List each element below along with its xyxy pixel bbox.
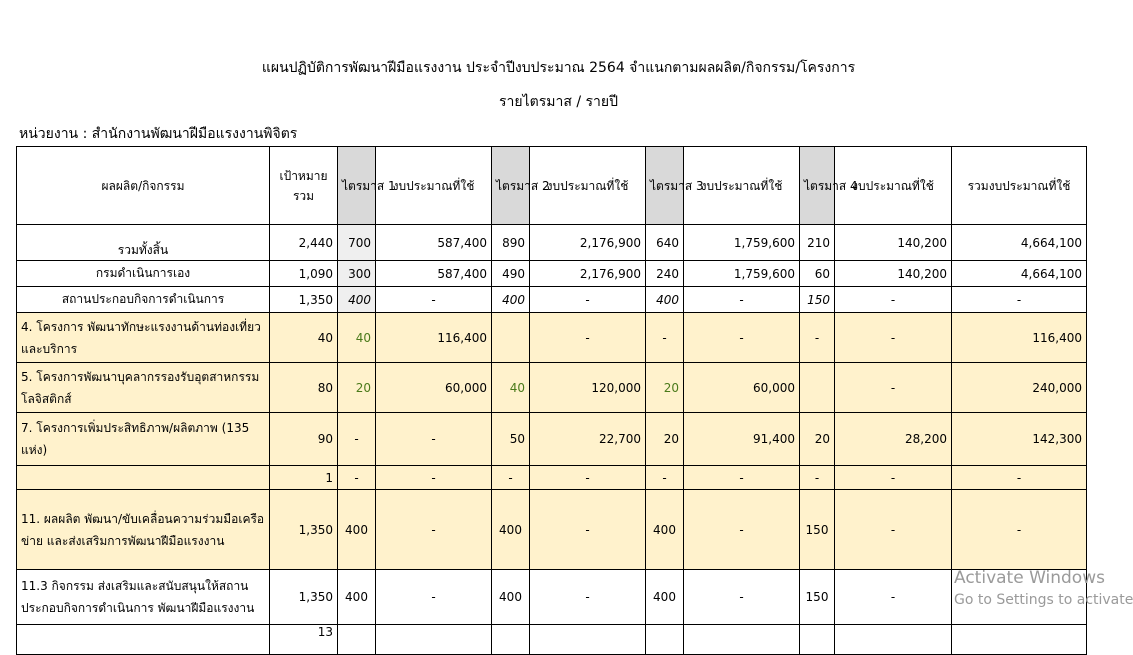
cell-q2: 40 (492, 363, 530, 413)
cell-budget-q4: - (835, 363, 952, 413)
cell-target: 1,350 (270, 570, 338, 625)
cell-budget-q3: - (684, 466, 800, 490)
header-item: ผลผลิต/กิจกรรม (17, 147, 270, 225)
cell-q3: 400 (646, 570, 684, 625)
cell-q3: 400 (646, 287, 684, 313)
header-budget-q3: งบประมาณที่ใช้ (684, 147, 800, 225)
header-budget-q4: งบประมาณที่ใช้ (835, 147, 952, 225)
cell-q1: 20 (338, 363, 376, 413)
cell-target: 2,440 (270, 225, 338, 261)
cell-q2: 50 (492, 413, 530, 466)
cell-q3: 20 (646, 413, 684, 466)
table-row (17, 413, 1087, 466)
cell-q1: 400 (338, 490, 376, 570)
table-row (17, 570, 1087, 625)
cell-q4: - (800, 313, 835, 363)
cell-target: 90 (270, 413, 338, 466)
cell-budget-q4 (835, 625, 952, 655)
cell-total: 116,400 (952, 313, 1087, 363)
cell-q4: 150 (800, 287, 835, 313)
cell-total: - (952, 287, 1087, 313)
cell-q4: 150 (800, 570, 835, 625)
table-row (17, 287, 1087, 313)
cell-budget-q1: 587,400 (376, 225, 492, 261)
cell-budget-q1: 116,400 (376, 313, 492, 363)
header-row (17, 147, 1087, 225)
cell-q1: 300 (338, 261, 376, 287)
header-q4: ไตรมาส 4 (800, 147, 835, 225)
cell-budget-q3: 1,759,600 (684, 225, 800, 261)
cell-q4: 60 (800, 261, 835, 287)
cell-q4: 210 (800, 225, 835, 261)
cell-budget-q2: - (530, 466, 646, 490)
cell-budget-q2: 2,176,900 (530, 225, 646, 261)
cell-budget-q2: 22,700 (530, 413, 646, 466)
header-budget-q2: งบประมาณที่ใช้ (530, 147, 646, 225)
activate-windows-watermark: Activate Windows (954, 568, 1105, 588)
row-name: 7. โครงการเพิ่มประสิทธิภาพ/ผลิตภาพ (135 แห่ง) (17, 413, 270, 466)
cell-total: 4,664,100 (952, 261, 1087, 287)
row-name (17, 466, 270, 490)
cell-q4: - (800, 466, 835, 490)
cell-budget-q4: 140,200 (835, 225, 952, 261)
cell-q2: - (492, 466, 530, 490)
cell-target: 1 (270, 466, 338, 490)
cell-q1: 700 (338, 225, 376, 261)
row-name: 5. โครงการพัฒนาบุคลากรรองรับอุตสาหกรรมโลจิสติกส์ (17, 363, 270, 413)
cell-q1: - (338, 466, 376, 490)
cell-budget-q3 (684, 625, 800, 655)
cell-q3: - (646, 313, 684, 363)
table-row (17, 466, 1087, 490)
header-q2: ไตรมาส 2 (492, 147, 530, 225)
cell-q3: 240 (646, 261, 684, 287)
header-budget-q1: งบประมาณที่ใช้ (376, 147, 492, 225)
cell-budget-q2: - (530, 313, 646, 363)
cell-budget-q1: - (376, 466, 492, 490)
cell-budget-q4: - (835, 570, 952, 625)
cell-target: 13 (270, 625, 338, 655)
cell-q4: 150 (800, 490, 835, 570)
table-row (17, 490, 1087, 570)
cell-q2: 400 (492, 287, 530, 313)
cell-total: - (952, 490, 1087, 570)
cell-target: 1,350 (270, 287, 338, 313)
table-row (17, 225, 1087, 261)
row-name: กรมดำเนินการเอง (17, 261, 270, 287)
cell-q2: 490 (492, 261, 530, 287)
row-name: 11. ผลผลิต พัฒนา/ขับเคลื่อนความร่วมมือเครือข่าย และส่งเสริมการพัฒนาฝีมือแรงงาน (17, 490, 270, 570)
table-row (17, 261, 1087, 287)
cell-target: 1,090 (270, 261, 338, 287)
row-name: 4. โครงการ พัฒนาทักษะแรงงานด้านท่องเที่ยวและบริการ (17, 313, 270, 363)
cell-q2: 400 (492, 570, 530, 625)
cell-budget-q1: - (376, 490, 492, 570)
cell-budget-q1: 587,400 (376, 261, 492, 287)
cell-budget-q4: 140,200 (835, 261, 952, 287)
document-subtitle: รายไตรมาส / รายปี (499, 94, 618, 110)
cell-budget-q1 (376, 625, 492, 655)
cell-q2 (492, 313, 530, 363)
header-target: เป้าหมายรวม (270, 147, 338, 225)
cell-total: 142,300 (952, 413, 1087, 466)
cell-q4 (800, 625, 835, 655)
cell-budget-q4: - (835, 466, 952, 490)
row-name: สถานประกอบกิจการดำเนินการ (17, 287, 270, 313)
cell-budget-q1: - (376, 413, 492, 466)
cell-q3: 400 (646, 490, 684, 570)
cell-budget-q3: - (684, 287, 800, 313)
cell-budget-q3: 1,759,600 (684, 261, 800, 287)
cell-q4 (800, 363, 835, 413)
cell-q2: 400 (492, 490, 530, 570)
budget-plan-table (16, 146, 1087, 655)
cell-q1 (338, 625, 376, 655)
cell-budget-q3: - (684, 490, 800, 570)
row-name: รวมทั้งสิ้น (17, 225, 270, 261)
document-title: แผนปฏิบัติการพัฒนาฝีมือแรงงาน ประจำปีงบประมาณ 2564 จำแนกตามผลผลิต/กิจกรรม/โครงการ (261, 60, 856, 76)
cell-target: 1,350 (270, 490, 338, 570)
cell-q3 (646, 625, 684, 655)
unit-label: หน่วยงาน : สำนักงานพัฒนาฝีมือแรงงานพิจิตร (19, 126, 298, 142)
cell-budget-q2: 2,176,900 (530, 261, 646, 287)
cell-budget-q3: - (684, 313, 800, 363)
cell-budget-q4: 28,200 (835, 413, 952, 466)
cell-q3: 640 (646, 225, 684, 261)
cell-budget-q4: - (835, 490, 952, 570)
row-name: 11.3 กิจกรรม ส่งเสริมและสนับสนุนให้สถานประกอบกิจการดำเนินการ พัฒนาฝีมือแรงงาน (17, 570, 270, 625)
activate-windows-hint: Go to Settings to activate (954, 592, 1133, 608)
cell-budget-q1: 60,000 (376, 363, 492, 413)
table-row (17, 625, 1087, 655)
cell-q3: 20 (646, 363, 684, 413)
cell-budget-q1: - (376, 570, 492, 625)
cell-q1: - (338, 413, 376, 466)
cell-budget-q3: 60,000 (684, 363, 800, 413)
table-row (17, 363, 1087, 413)
cell-budget-q4: - (835, 287, 952, 313)
cell-q1: 400 (338, 570, 376, 625)
cell-budget-q2: 120,000 (530, 363, 646, 413)
cell-budget-q1: - (376, 287, 492, 313)
cell-q1: 40 (338, 313, 376, 363)
table-row (17, 313, 1087, 363)
cell-budget-q2 (530, 625, 646, 655)
header-total-budget: รวมงบประมาณที่ใช้ (952, 147, 1087, 225)
cell-q4: 20 (800, 413, 835, 466)
cell-budget-q4: - (835, 313, 952, 363)
header-q3: ไตรมาส 3 (646, 147, 684, 225)
cell-total: 4,664,100 (952, 225, 1087, 261)
cell-budget-q2: - (530, 490, 646, 570)
cell-total: 240,000 (952, 363, 1087, 413)
cell-q2: 890 (492, 225, 530, 261)
cell-q1: 400 (338, 287, 376, 313)
header-q1: ไตรมาส 1 (338, 147, 376, 225)
cell-budget-q2: - (530, 570, 646, 625)
cell-budget-q3: - (684, 570, 800, 625)
cell-q2 (492, 625, 530, 655)
row-name (17, 625, 270, 655)
cell-q3: - (646, 466, 684, 490)
cell-total: - (952, 466, 1087, 490)
cell-budget-q2: - (530, 287, 646, 313)
cell-budget-q3: 91,400 (684, 413, 800, 466)
cell-target: 80 (270, 363, 338, 413)
cell-target: 40 (270, 313, 338, 363)
cell-total (952, 625, 1087, 655)
